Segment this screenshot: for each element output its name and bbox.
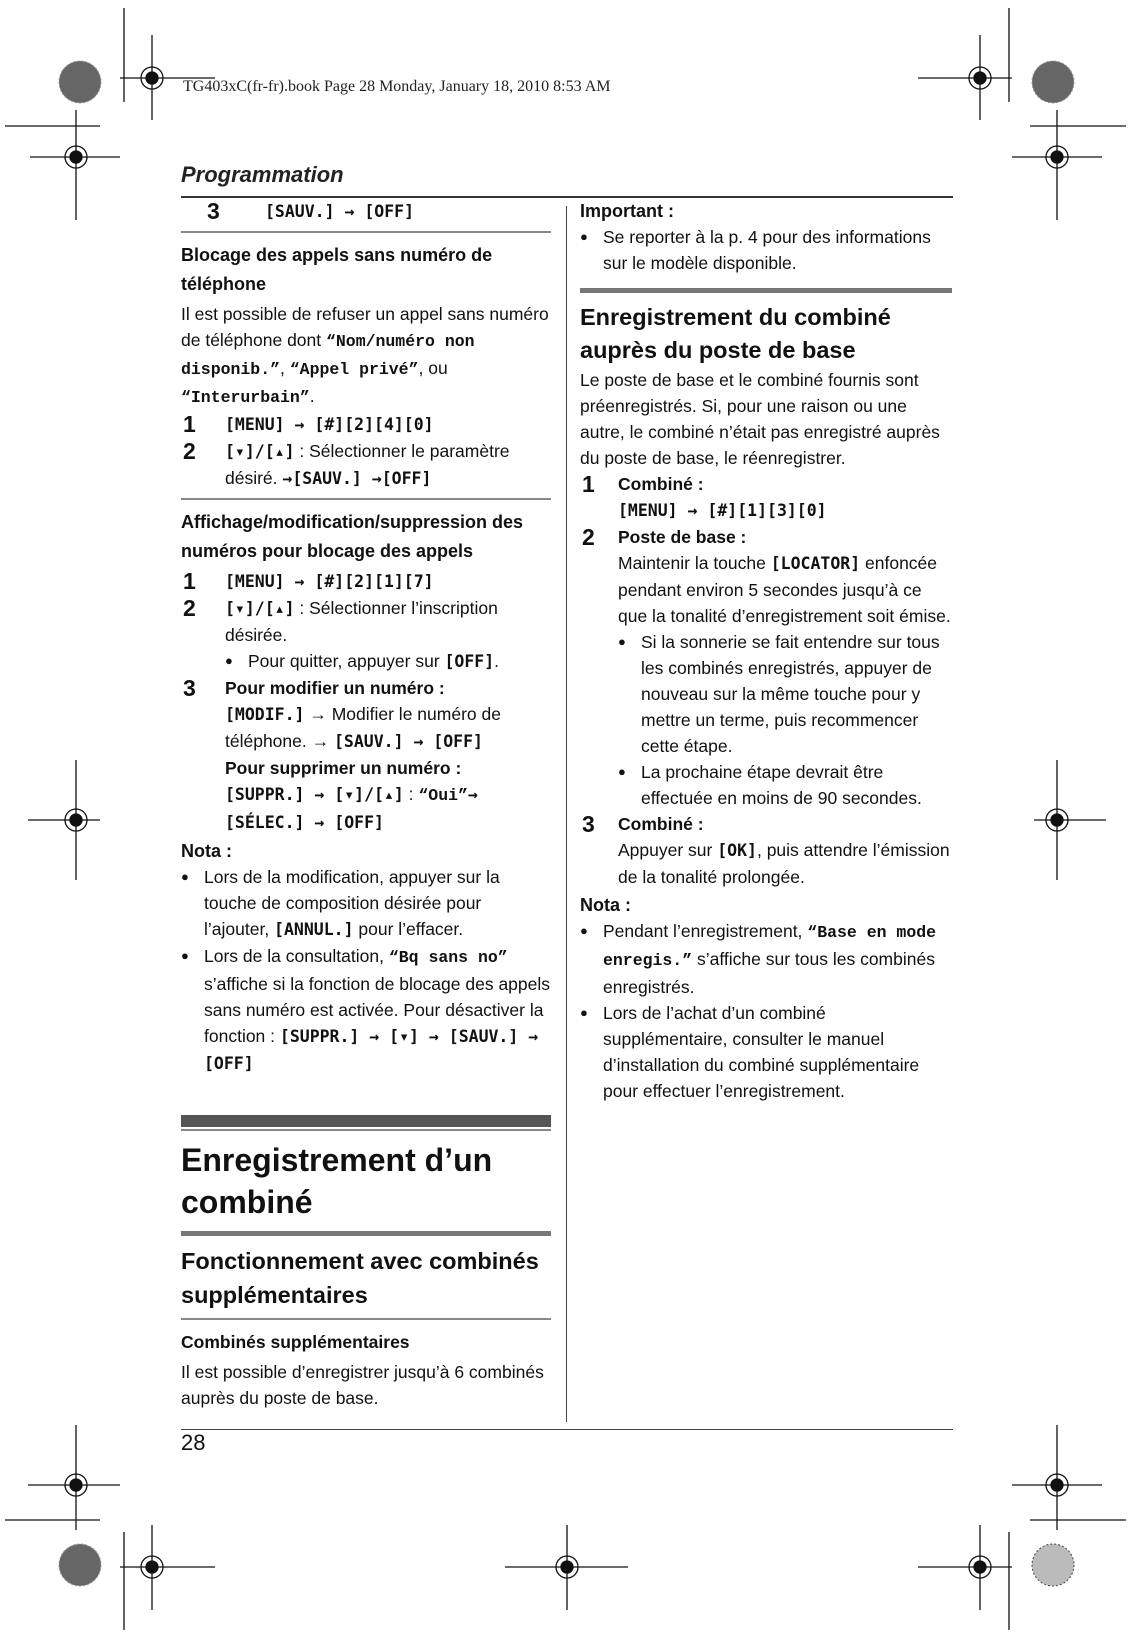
- step-number: 1: [183, 568, 196, 594]
- text: : Sélectionner le paramètre désiré.: [225, 441, 510, 488]
- display-text: “Base en mode enregis.”: [603, 923, 937, 970]
- step: [580, 811, 952, 890]
- registration-mark-icon: [1012, 1425, 1102, 1530]
- color-target-icon: [59, 1544, 101, 1586]
- list-item: ● Lors de l’achat d’un combiné supplémentaire, consulter le manuel d’installation du combiné supplémentaire pour effectuer l’enregistrement.: [580, 1000, 952, 1104]
- text: pour l’effacer.: [353, 919, 464, 939]
- key-sequence: [SAUV.] → [OFF]: [265, 202, 415, 221]
- section-title: Enregistrement du combiné auprès du poste de base: [580, 304, 891, 363]
- key-sequence: [MENU] → [#][1][3][0]: [618, 501, 827, 520]
- key-sequence: [ANNUL.]: [274, 920, 354, 939]
- step-label: Pour supprimer un numéro :: [225, 758, 462, 778]
- important-list: [580, 224, 952, 276]
- step-number: 3: [183, 675, 196, 701]
- text: → Modifier le numéro de téléphone. →: [225, 704, 501, 751]
- key-sequence: [MENU] → [#][2][4][0]: [225, 415, 434, 434]
- block-title: Blocage des appels sans numéro de téléphone: [181, 245, 493, 294]
- step-number: 1: [183, 411, 196, 437]
- subsection-bar: [181, 1231, 551, 1236]
- list-item: ● Se reporter à la p. 4 pour des informations sur le modèle disponible.: [580, 224, 952, 276]
- paragraph: Le poste de base et le combiné fournis sont préenregistrés. Si, pour une raison ou une autre, le combiné n’était pas enregistré auprès du poste de base, le réenregistrer.: [580, 370, 940, 468]
- section-bar: [580, 288, 952, 293]
- color-target-icon: [59, 61, 101, 103]
- key-sequence: →[SAUV.] →[OFF]: [282, 469, 432, 488]
- registration-mark-icon: [28, 1425, 120, 1530]
- step-number: 2: [582, 524, 595, 550]
- nota-list: [181, 864, 551, 1077]
- key-sequence: [LOCATOR]: [770, 554, 861, 573]
- step: [580, 471, 952, 524]
- key-sequence: [SUPPR.] → [▾]/[▴]: [225, 785, 404, 804]
- step: [181, 675, 551, 836]
- step-label: Combiné :: [618, 474, 704, 494]
- text: enfoncée pendant environ 5 secondes jusqu’à ce que la tonalité d’enregistrement soit émise.: [618, 553, 951, 626]
- registration-mark-icon: [28, 760, 100, 880]
- divider: [181, 498, 551, 500]
- section-label: Programmation: [181, 162, 344, 187]
- step-label: Pour modifier un numéro :: [225, 678, 445, 698]
- display-text: “Oui”: [418, 786, 468, 805]
- list-item: [580, 918, 952, 1000]
- list-item: ● Si la sonnerie se fait entendre sur tous les combinés enregistrés, appuyer de nouveau sur la même touche pour y mettre un terme, puis recommencer cette étape.: [618, 629, 952, 759]
- registration-mark-icon: [918, 35, 1012, 120]
- step-label: Combiné :: [618, 814, 704, 834]
- text: .: [494, 651, 500, 671]
- key-sequence: [SUPPR.] → [▾] → [SAUV.] → [OFF]: [204, 1027, 539, 1073]
- key-sequence: [MENU] → [#][2][1][7]: [225, 572, 434, 591]
- bottom-rule: [181, 1429, 953, 1430]
- divider: [181, 231, 551, 233]
- step: [181, 438, 551, 492]
- registration-mark-icon: [918, 1525, 1012, 1610]
- right-column: [580, 196, 952, 1104]
- registration-mark-icon: [1034, 760, 1106, 880]
- star-target-icon: [1032, 1544, 1074, 1586]
- block-title: Combinés supplémentaires: [181, 1332, 410, 1352]
- text: Pour quitter, appuyer sur: [248, 651, 445, 671]
- section-title: Enregistrement d’un combiné: [181, 1142, 493, 1220]
- text: .: [309, 386, 315, 406]
- bullet-list: [618, 629, 952, 811]
- list-item: [181, 943, 551, 1077]
- text: Lors de la consultation,: [204, 946, 389, 966]
- block-title: Affichage/modification/suppression des numéros pour blocage des appels: [181, 512, 524, 561]
- page-number: 28: [181, 1430, 206, 1455]
- key-sequence: [OK]: [717, 841, 757, 860]
- list-item: ● La prochaine étape devrait être effectuée en moins de 90 secondes.: [618, 759, 952, 811]
- registration-mark-icon: [120, 1525, 215, 1610]
- step-text: [225, 701, 551, 755]
- step-number: 3: [582, 811, 595, 837]
- color-target-icon: [1032, 61, 1074, 103]
- text: Appuyer sur: [618, 840, 718, 860]
- subsection-title: Fonctionnement avec combinés supplémentaires: [181, 1248, 539, 1308]
- paragraph: [181, 301, 551, 411]
- key-sequence: [▾]/[▴]: [225, 442, 295, 461]
- step: [181, 198, 551, 225]
- step: [181, 595, 551, 675]
- step-label: Poste de base :: [618, 527, 747, 547]
- step-number: 1: [582, 471, 595, 497]
- section-bar: [181, 1115, 551, 1127]
- key-sequence: [SAUV.] → [OFF]: [333, 732, 483, 751]
- key-sequence: [MODIF.]: [225, 705, 305, 724]
- text: :: [403, 784, 419, 804]
- text: , ou: [418, 358, 448, 378]
- list-item: [225, 648, 551, 675]
- bullet-list: [225, 648, 551, 675]
- step-number: 3: [207, 198, 220, 224]
- section-bar-thin: [181, 1129, 551, 1131]
- registration-mark-icon: [505, 1525, 628, 1610]
- text: ,: [280, 358, 290, 378]
- step-number: 2: [183, 595, 196, 621]
- step-text: [225, 781, 551, 836]
- column-divider: [566, 206, 567, 1422]
- step: [181, 411, 551, 438]
- print-info-line: TG403xC(fr-fr).book Page 28 Monday, January 18, 2010 8:53 AM: [183, 78, 611, 95]
- display-text: “Bq sans no”: [388, 948, 508, 967]
- display-text: “Nom/numéro non disponib.”: [181, 332, 475, 379]
- paragraph: Il est possible d’enregistrer jusqu’à 6 combinés auprès du poste de base.: [181, 1362, 544, 1408]
- step-number: 2: [183, 438, 196, 464]
- text: Lors de la modification, appuyer sur la touche de composition désirée pour l’ajouter,: [204, 867, 500, 939]
- important-label: Important :: [580, 201, 674, 221]
- text: Pendant l’enregistrement,: [603, 921, 808, 941]
- key-sequence: [▾]/[▴]: [225, 599, 295, 618]
- text: Il est possible de refuser un appel sans numéro de téléphone dont: [181, 304, 549, 350]
- key-sequence: [OFF]: [444, 652, 495, 671]
- list-item: [181, 864, 551, 943]
- nota-list: [580, 918, 952, 1104]
- divider: [181, 1318, 551, 1320]
- key-sequence: → [SÉLEC.] → [OFF]: [225, 785, 478, 832]
- step: [580, 524, 952, 811]
- display-text: “Appel privé”: [289, 360, 419, 379]
- text: s’affiche sur tous les combinés enregistrés.: [603, 949, 935, 997]
- display-text: “Interurbain”: [181, 388, 310, 407]
- nota-label: Nota :: [580, 895, 631, 915]
- nota-label: Nota :: [181, 841, 232, 861]
- text: Maintenir la touche: [618, 553, 771, 573]
- left-column: [181, 196, 551, 1411]
- text: s’affiche si la fonction de blocage des appels sans numéro est activée. Pour désactiver la fonction :: [204, 974, 551, 1046]
- text: : Sélectionner l’inscription désirée.: [225, 598, 498, 645]
- text: , puis attendre l’émission de la tonalité prolongée.: [618, 840, 950, 887]
- step: [181, 568, 551, 595]
